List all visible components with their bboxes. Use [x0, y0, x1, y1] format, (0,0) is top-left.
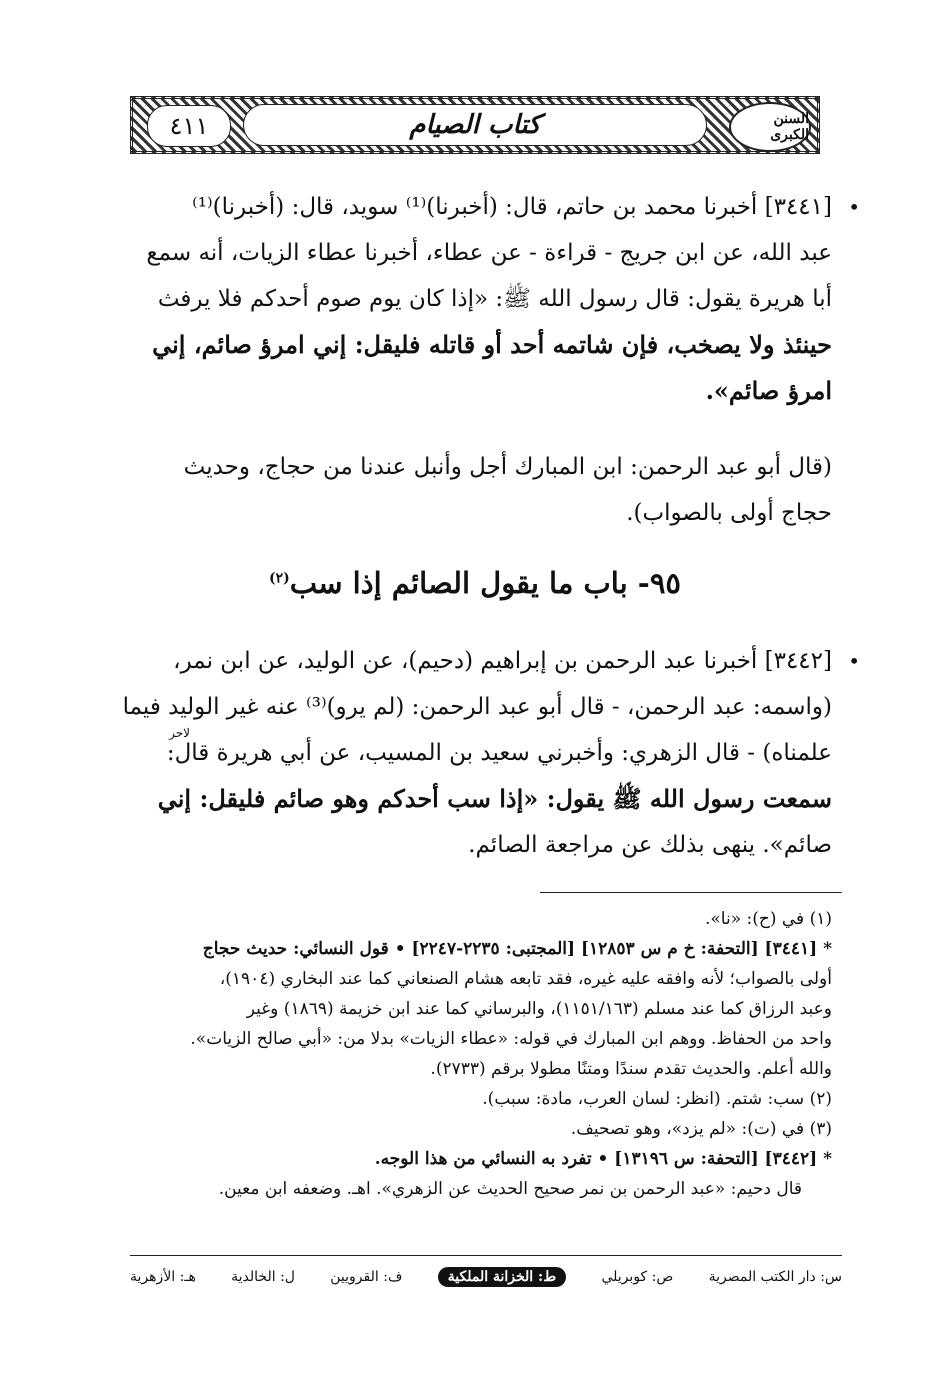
footnote-ref: (٢) [269, 570, 290, 587]
footnote: (١) في (ح): «نا». [704, 909, 832, 929]
book-emblem: السنن الكبرى [729, 102, 811, 152]
hadith-line: أبا هريرة يقول: قال رسول الله ﷺ: «إذا كان يوم صوم أحدكم فلا يرفث [157, 286, 832, 312]
footnote: والله أعلم. والحديث تقدم سندًا ومتنًا مطولا برقم (٢٧٣٣). [430, 1059, 832, 1079]
hadith-3441 [140, 184, 860, 414]
manuscript-legend [130, 1262, 842, 1292]
hadith-line: (واسمه: عبد الرحمن، - قال أبو عبد الرحمن: (لم يرو)⁽³⁾ عنه غير الوليد فيما [122, 694, 832, 720]
hadith-line: سمعت رسول الله ﷺ يقول: «إذا سب أحدكم وهو صائم فليقل: إني [157, 784, 832, 813]
footnote: (٣) في (ت): «لم يزد»، وهو تصحيف. [570, 1119, 832, 1139]
note-line: حجاج أولى بالصواب). [626, 500, 832, 526]
footnote: قال دحيم: «عبد الرحمن بن نمر صحيح الحديث عن الزهري». اهـ. وضعفه ابن معين. [218, 1179, 802, 1199]
page-number: ٤١١ [147, 105, 231, 147]
hadith-line: [٣٤٤١] أخبرنا محمد بن حاتم، قال: (أخبرنا)⁽¹⁾ سويد، قال: (أخبرنا)⁽¹⁾ [192, 194, 832, 220]
hadith-3442 [122, 638, 860, 868]
note-line: (قال أبو عبد الرحمن: ابن المبارك أجل وأنبل عندنا من حجاج، وحديث [183, 454, 832, 480]
legend-item-highlighted: ط: الخزانة الملكية [438, 1267, 566, 1287]
chapter-title: ٩٥- باب ما يقول الصائم إذا سب [289, 566, 681, 600]
bullet-icon: • [848, 195, 860, 219]
footnote: وعبد الرزاق كما عند مسلم (١١٥١/١٦٣)، والبرساني كما عند ابن خزيمة (١٨٦٩) وغير [246, 999, 832, 1019]
hadith-line: حينئذ ولا يصخب، فإن شاتمه أحد أو قاتله فليقل: إني امرؤ صائم، إني [152, 330, 832, 359]
footnote: * [٣٤٤١] [التحفة: خ م س ١٢٨٥٣] [المجتبى: ٢٢٣٥-٢٢٤٧] • قول النسائي: حديث حجاج [202, 939, 832, 959]
bullet-icon: • [848, 649, 860, 673]
author-note [140, 444, 832, 536]
footnotes [122, 904, 832, 1204]
legend-item: س: دار الكتب المصرية [708, 1269, 842, 1285]
footnote: واحد من الحفاظ. ووهم ابن المبارك في قوله: «عطاء الزيات» بدلا من: «أبي صالح الزيات». [190, 1029, 832, 1049]
footnote: * [٣٤٤٢] [التحفة: س ١٣١٩٦] • تفرد به النسائي من هذا الوجه. [374, 1149, 832, 1169]
hadith-line: صائم». ينهى بذلك عن مراجعة الصائم. [468, 832, 832, 858]
hadith-line: عبد الله، عن ابن جريج - قراءة - عن عطاء، أخبرنا عطاء الزيات، أنه سمع [146, 240, 832, 266]
legend-item: ل: الخالدية [231, 1269, 295, 1285]
chapter-heading [130, 566, 820, 600]
page-header [130, 96, 820, 154]
legend-item: ص: كوبريلي [601, 1269, 674, 1285]
footnote: (٢) سب: شتم. (انظر: لسان العرب، مادة: سبب). [482, 1089, 832, 1109]
legend-item: ف: القرويين [330, 1269, 403, 1285]
footer-divider [130, 1255, 842, 1256]
hadith-line: [٣٤٤٢] أخبرنا عبد الرحمن بن إبراهيم (دحيم)، عن الوليد، عن ابن نمر، [173, 648, 832, 674]
footnote-divider [540, 892, 842, 893]
book-title: كتاب الصيام [243, 104, 707, 146]
hadith-line: امرؤ صائم». [705, 376, 832, 405]
margin-note: لاحر [169, 726, 190, 740]
legend-item: هـ: الأزهرية [130, 1269, 196, 1285]
footnote: أولى بالصواب؛ لأنه وافقه عليه غيره، فقد تابعه هشام الصنعاني كما عند البخاري (١٩٠٤)، [219, 969, 832, 989]
hadith-line: علمناه) - قال الزهري: وأخبرني سعيد بن المسيب، عن أبي هريرة قال: [166, 740, 832, 766]
